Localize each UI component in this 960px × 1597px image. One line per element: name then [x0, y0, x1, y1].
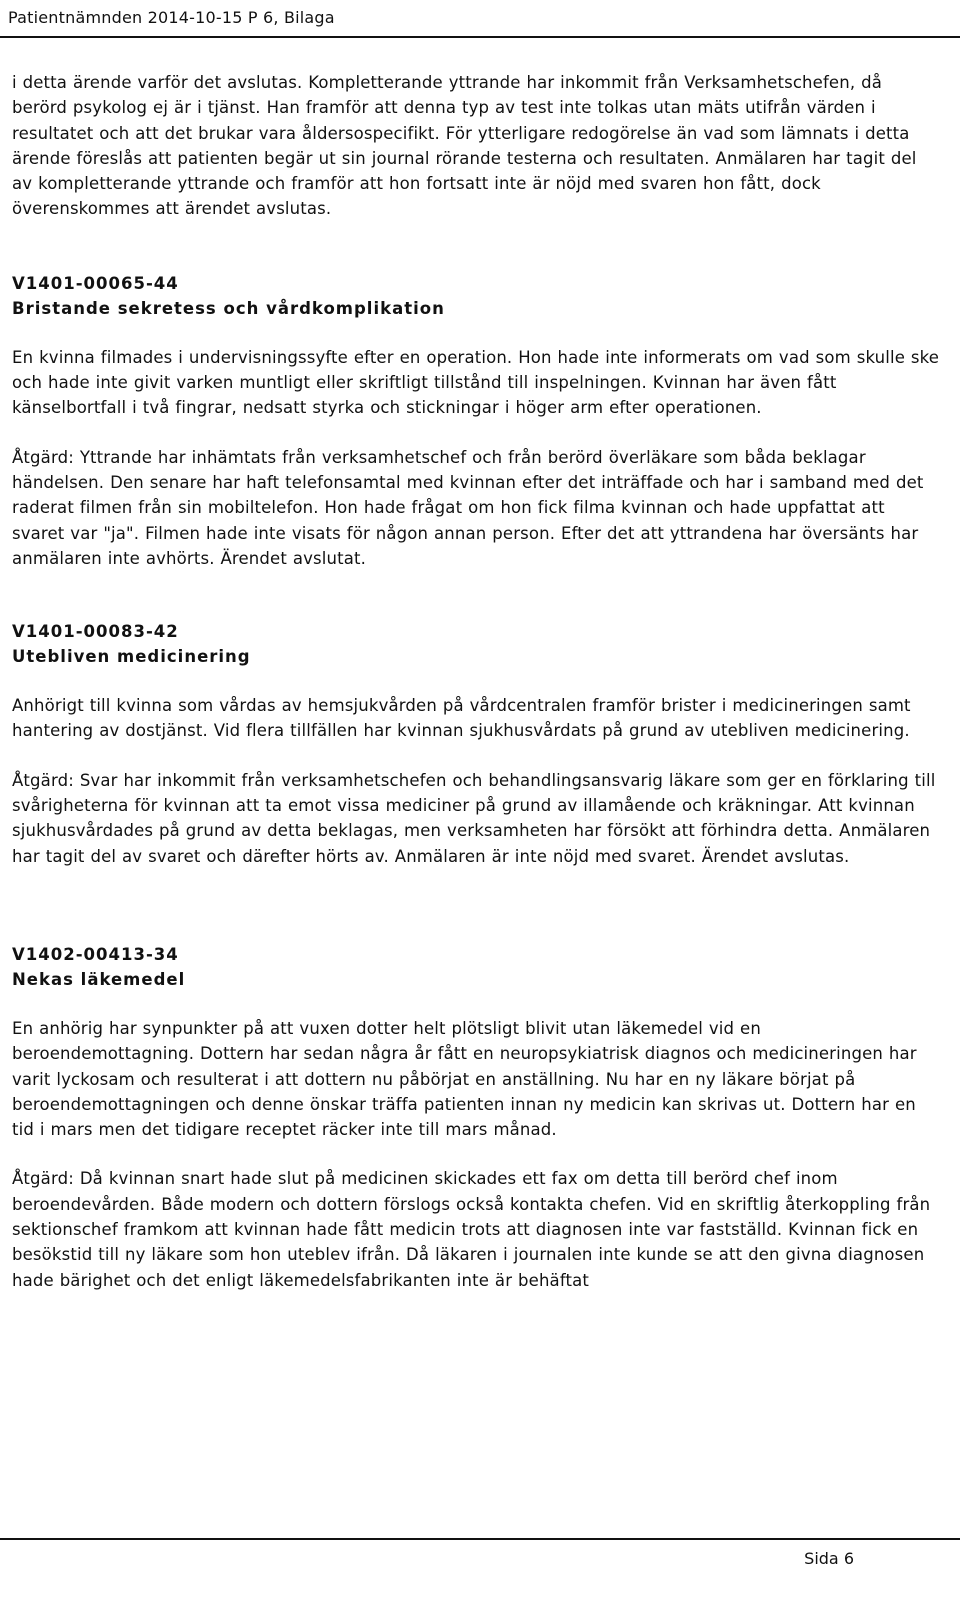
case-description: Anhörigt till kvinna som vårdas av hemsjukvården på vårdcentralen framför brister i medicineringen samt hantering av dostjänst. Vid flera tillfällen har kvinnan sjukhusvårdats på grund av utebliven medicinering. — [12, 696, 911, 741]
case-action: Åtgärd: Då kvinnan snart hade slut på medicinen skickades ett fax om detta till berörd chef inom beroendevården. Både modern och dottern förslogs också kontakta chefen. Vid en skriftlig återkoppling från sektionschef framkom att kvinnan hade fått medicin trots att diagnosen inte var fastställd. Kvinnan fick en besökstid till ny läkare som hon uteblev ifrån. Då läkaren i journalen inte kunde se att den givna diagnosen hade bärighet och det enligt läkemedelsfabrikanten inte är behäftat — [12, 1169, 931, 1290]
footer-divider — [0, 1538, 960, 1540]
case-number: V1401-00065-44 — [12, 273, 179, 293]
case-section — [12, 619, 942, 869]
page-header — [0, 0, 960, 38]
case-action: Åtgärd: Yttrande har inhämtats från verksamhetschef och från berörd överläkare som båda beklagar händelsen. Den senare har haft telefonsamtal med kvinnan efter det inträffade och har i samband med det raderat filmen från sin mobiltelefon. Hon hade frågat om hon fick filma kvinnan och hade uppfattat att svaret var "ja". Filmen hade inte visats för någon annan person. Efter det att yttrandena har översänts har anmälaren inte avhörts. Ärendet avslutat. — [12, 447, 924, 568]
case-number: V1401-00083-42 — [12, 622, 179, 642]
case-action: Åtgärd: Svar har inkommit från verksamhetschefen och behandlingsansvarig läkare som ger en förklaring till svårigheterna för kvinnan att ta emot vissa mediciner på grund av illamående och kräkningar. Att kvinnan sjukhusvårdades på grund av detta beklagas, men verksamheten har försökt att förhindra detta. Anmälaren har tagit del av svaret och därefter hörts av. Anmälaren är inte nöjd med svaret. Ärendet avslutas. — [12, 770, 936, 866]
case-section — [12, 271, 942, 571]
case-section — [12, 942, 942, 1293]
case-number: V1402-00413-34 — [12, 944, 179, 964]
case-title: Nekas läkemedel — [12, 969, 186, 989]
document-body — [12, 70, 942, 1293]
header-divider — [0, 36, 960, 38]
case-description: En anhörig har synpunkter på att vuxen dotter helt plötsligt blivit utan läkemedel vid en beroendemottagning. Dottern har sedan några år fått en neuropsykiatrisk diagnos och medicineringen har varit lyckosam och resulterat i att dottern nu påbörjat en anställning. Nu har en ny läkare börjat på beroendemottagningen och denne önskar träffa patienten innan ny medicin kan skrivas ut. Dottern har en tid i mars men det tidigare receptet räcker inte till mars månad. — [12, 1018, 917, 1140]
intro-paragraph: i detta ärende varför det avslutas. Kompletterande yttrande har inkommit från Verksamhetschefen, då berörd psykolog ej är i tjänst. Han framför att denna typ av test inte tolkas utan mäts utifrån värden i resultatet och att det brukar vara åldersospecifikt. För ytterligare redogörelse än vad som lämnats i detta ärende föreslås att patienten begär ut sin journal rörande testerna och resultaten. Anmälaren har tagit del av kompletterande yttrande och framför att hon fortsatt inte är nöjd med svaren hon fått, dock överenskommes att ärendet avslutas. — [12, 73, 917, 219]
page-number: Sida 6 — [804, 1549, 854, 1568]
case-description: En kvinna filmades i undervisningssyfte efter en operation. Hon hade inte informerats om vad som skulle ske och hade inte givit varken muntligt eller skriftligt tillstånd till inspelningen. Kvinnan har även fått känselbortfall i två fingrar, nedsatt styrka och stickningar i höger arm efter operationen. — [12, 347, 940, 418]
case-title: Bristande sekretess och vårdkomplikation — [12, 298, 445, 318]
document-header-title: Patientnämnden 2014-10-15 P 6, Bilaga — [8, 8, 335, 27]
case-title: Utebliven medicinering — [12, 647, 251, 667]
